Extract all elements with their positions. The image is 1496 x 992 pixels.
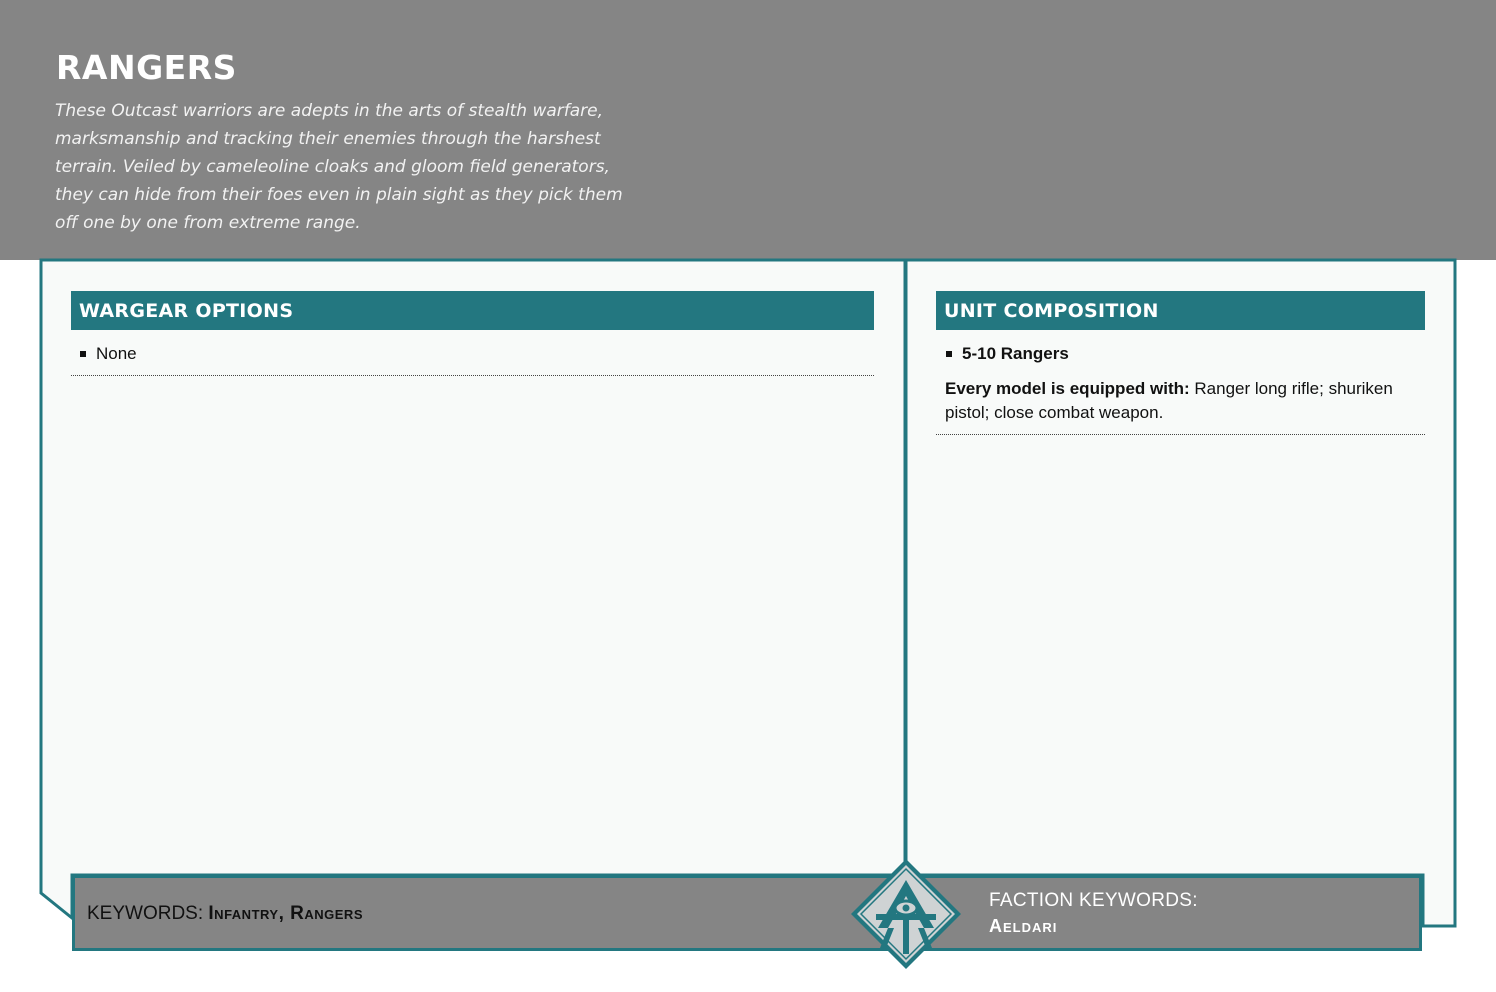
keywords-value: Infantry, Rangers xyxy=(208,903,363,924)
unit-lore: These Outcast warriors are adepts in the arts of stealth warfare, marksmanship and tracking their enemies through the harshest terrain. Veiled by cameleoline cloaks and gloom field generators, they can hide from their foes even in plain sight as they pick them off one by one from extreme range. xyxy=(55,101,623,233)
wargear-options-header: WARGEAR OPTIONS xyxy=(71,291,874,330)
faction-keywords-value: Aeldari xyxy=(989,916,1058,936)
faction-keywords-label: FACTION KEYWORDS: xyxy=(989,890,1198,911)
equipment-text: Ranger long rifle; shuriken pistol; close combat weapon. xyxy=(945,379,1393,422)
wargear-panel xyxy=(41,260,905,918)
composition-text: 5-10 Rangers xyxy=(962,344,1069,363)
keywords-label: KEYWORDS: xyxy=(87,903,209,924)
divider xyxy=(71,375,874,376)
bullet-icon xyxy=(80,351,86,357)
equipment-description xyxy=(945,377,1415,425)
unit-name: RANGERS xyxy=(56,48,237,87)
list-item xyxy=(80,343,137,365)
list-item xyxy=(946,343,1069,365)
aeldari-rune-icon xyxy=(850,858,962,970)
divider xyxy=(936,434,1425,435)
equipment-label: Every model is equipped with: xyxy=(945,379,1190,398)
keywords xyxy=(87,902,363,926)
unit-composition-header: UNIT COMPOSITION xyxy=(936,291,1425,330)
wargear-option-text: None xyxy=(96,344,137,363)
bullet-icon xyxy=(946,351,952,357)
